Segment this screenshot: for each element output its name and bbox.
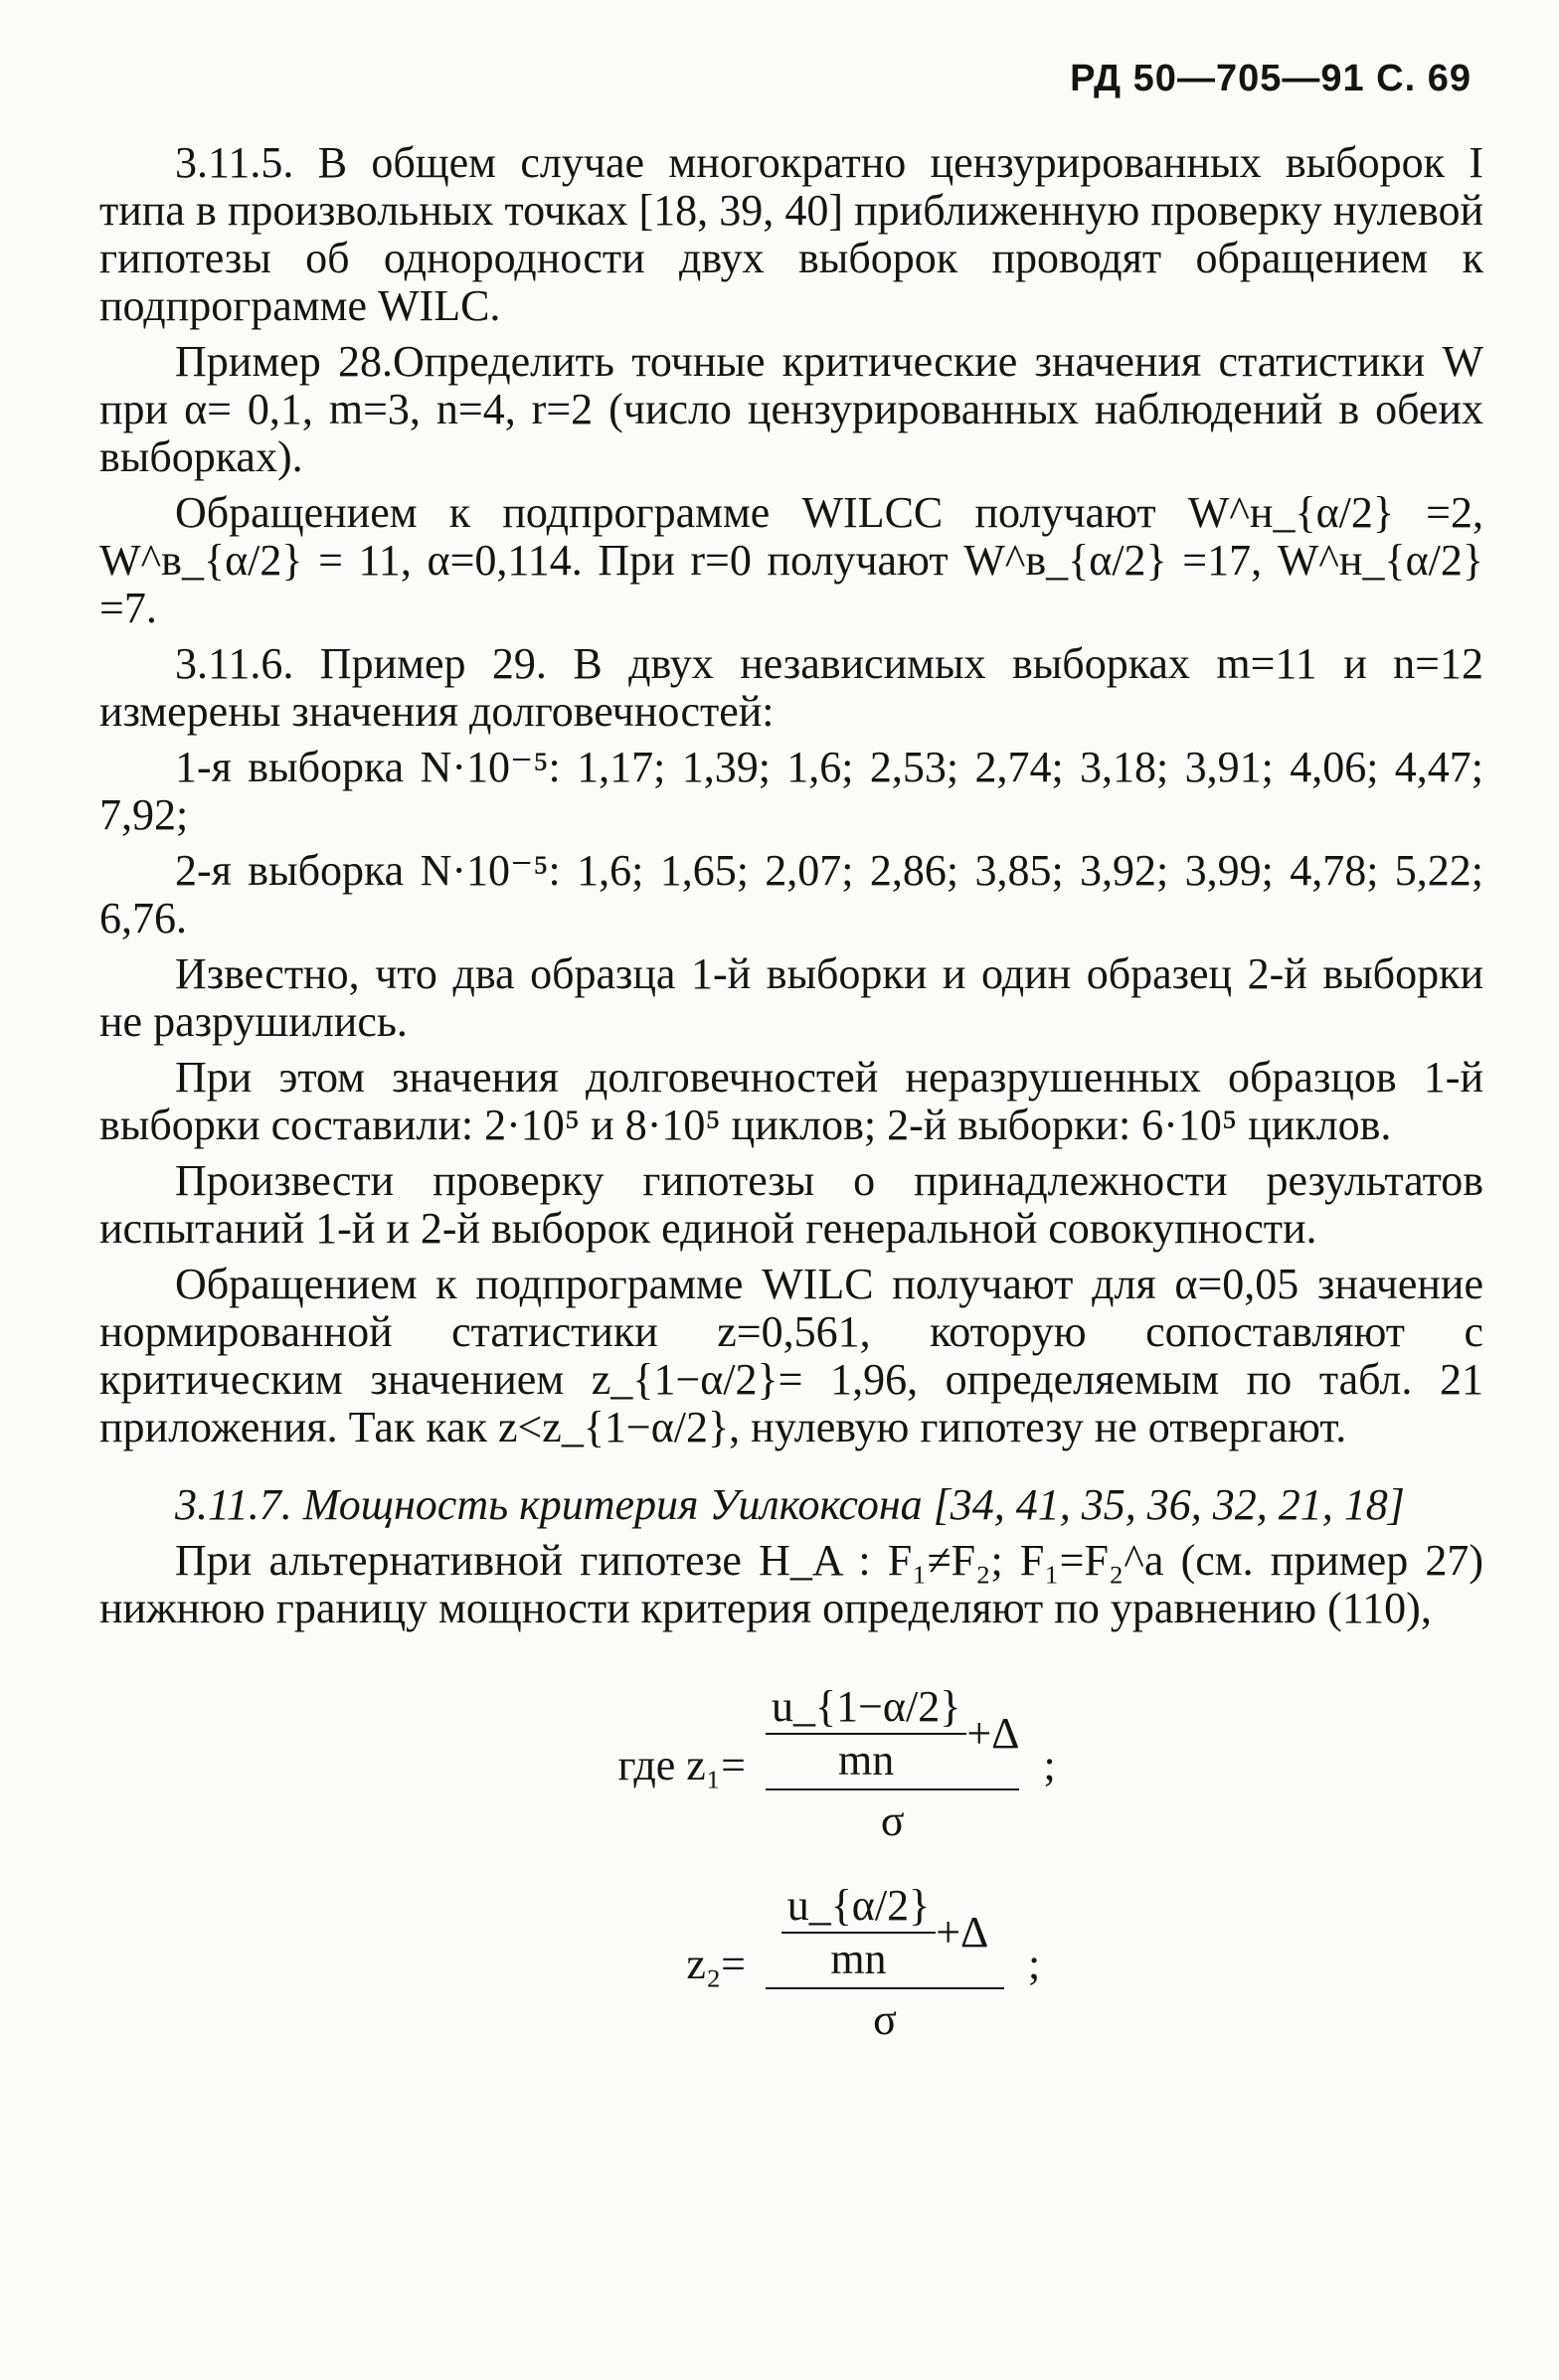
formula-z2-semicolon: ; bbox=[1028, 1939, 1041, 1988]
formula-z2-mn: mn bbox=[830, 1934, 887, 1983]
paragraph-durability-values: При этом значения долговечностей неразрушенных образцов 1-й выборки составили: 2·10⁵ и 8·10⁵ циклов; 2-й выборки: 6·10⁵ циклов. bbox=[99, 1053, 1483, 1149]
paragraph-sample-2: 2-я выборка N·10⁻⁵: 1,6; 1,65; 2,07; 2,86; 3,85; 3,92; 3,99; 4,78; 5,22; 6,76. bbox=[99, 846, 1483, 942]
formula-z1-fraction bbox=[766, 1681, 1020, 1845]
paragraph-hypothesis-task: Произвести проверку гипотезы о принадлежности результатов испытаний 1-й и 2-й выборок единой генеральной совокупности. bbox=[99, 1156, 1483, 1253]
formula-z1-plus-delta: +Δ bbox=[966, 1708, 1020, 1758]
formula-z2-denominator: σ bbox=[873, 1994, 897, 2044]
formula-z1-denominator: σ bbox=[880, 1795, 905, 1845]
formula-z1 bbox=[517, 1680, 1273, 1849]
formula-z1-semicolon: ; bbox=[1043, 1740, 1056, 1789]
formula-z1-inner-fraction bbox=[766, 1681, 966, 1785]
paragraph-unbroken: Известно, что два образца 1-й выборки и один образец 2-й выборки не разрушились. bbox=[99, 949, 1483, 1046]
paragraph-3-11-5: 3.11.5. В общем случае многократно цензурированных выборок I типа в произвольных точках [18, 39, 40] приближенную проверку нулевой гипотезы об однородности двух выборок проводят обращением к подпрограмме WILC. bbox=[99, 138, 1483, 330]
formula-z1-mn: mn bbox=[838, 1735, 895, 1785]
formula-z2-plus-delta: +Δ bbox=[936, 1907, 989, 1956]
formula-block bbox=[517, 1680, 1273, 2078]
formula-z1-label: где z₁= bbox=[617, 1740, 746, 1789]
page-header: РД 50—705—91 С. 69 bbox=[1070, 58, 1472, 99]
paragraph-wilc-result: Обращением к подпрограмме WILC получают для α=0,05 значение нормированной статистики z=0,561, которую сопоставляют с критическим значением z_{1−α/2}= 1,96, определяемым по табл. 21 приложения. Так как z<z_{1−α/2}, нулевую гипотезу не отвергают. bbox=[99, 1260, 1483, 1451]
formula-z2-fraction bbox=[766, 1880, 1004, 2044]
formula-z2-numerator: u_{α/2} bbox=[781, 1884, 937, 1934]
formula-z1-numerator: u_{1−α/2} bbox=[766, 1685, 966, 1735]
section-heading-3-11-7: 3.11.7. Мощность критерия Уилкоксона [34, 41, 35, 36, 32, 21, 18] bbox=[175, 1480, 1405, 1529]
document-body bbox=[99, 139, 1483, 1640]
formula-z2-inner-fraction bbox=[781, 1880, 937, 1983]
formula-z2 bbox=[517, 1879, 1273, 2048]
paragraph-alternative-hypothesis: При альтернативной гипотезе H_A : F₁≠F₂; F₁=F₂^a (см. пример 27) нижнюю границу мощности критерия определяют по уравнению (110), bbox=[99, 1536, 1483, 1632]
paragraph-3-11-6: 3.11.6. Пример 29. В двух независимых выборках m=11 и n=12 измерены значения долговечностей: bbox=[99, 639, 1483, 736]
paragraph-sample-1: 1-я выборка N·10⁻⁵: 1,17; 1,39; 1,6; 2,53; 2,74; 3,18; 3,91; 4,06; 4,47; 7,92; bbox=[99, 743, 1483, 839]
formula-z2-label: z₂= bbox=[686, 1939, 746, 1988]
paragraph-wilcc-result: Обращением к подпрограмме WILCC получают W^н_{α/2} =2, W^в_{α/2} = 11, α=0,114. При r=0 получают W^в_{α/2} =17, W^н_{α/2} =7. bbox=[99, 488, 1483, 632]
paragraph-example-28: Пример 28.Определить точные критические значения статистики W при α= 0,1, m=3, n=4, r=2 (число цензурированных наблюдений в обеих выборках). bbox=[99, 337, 1483, 481]
